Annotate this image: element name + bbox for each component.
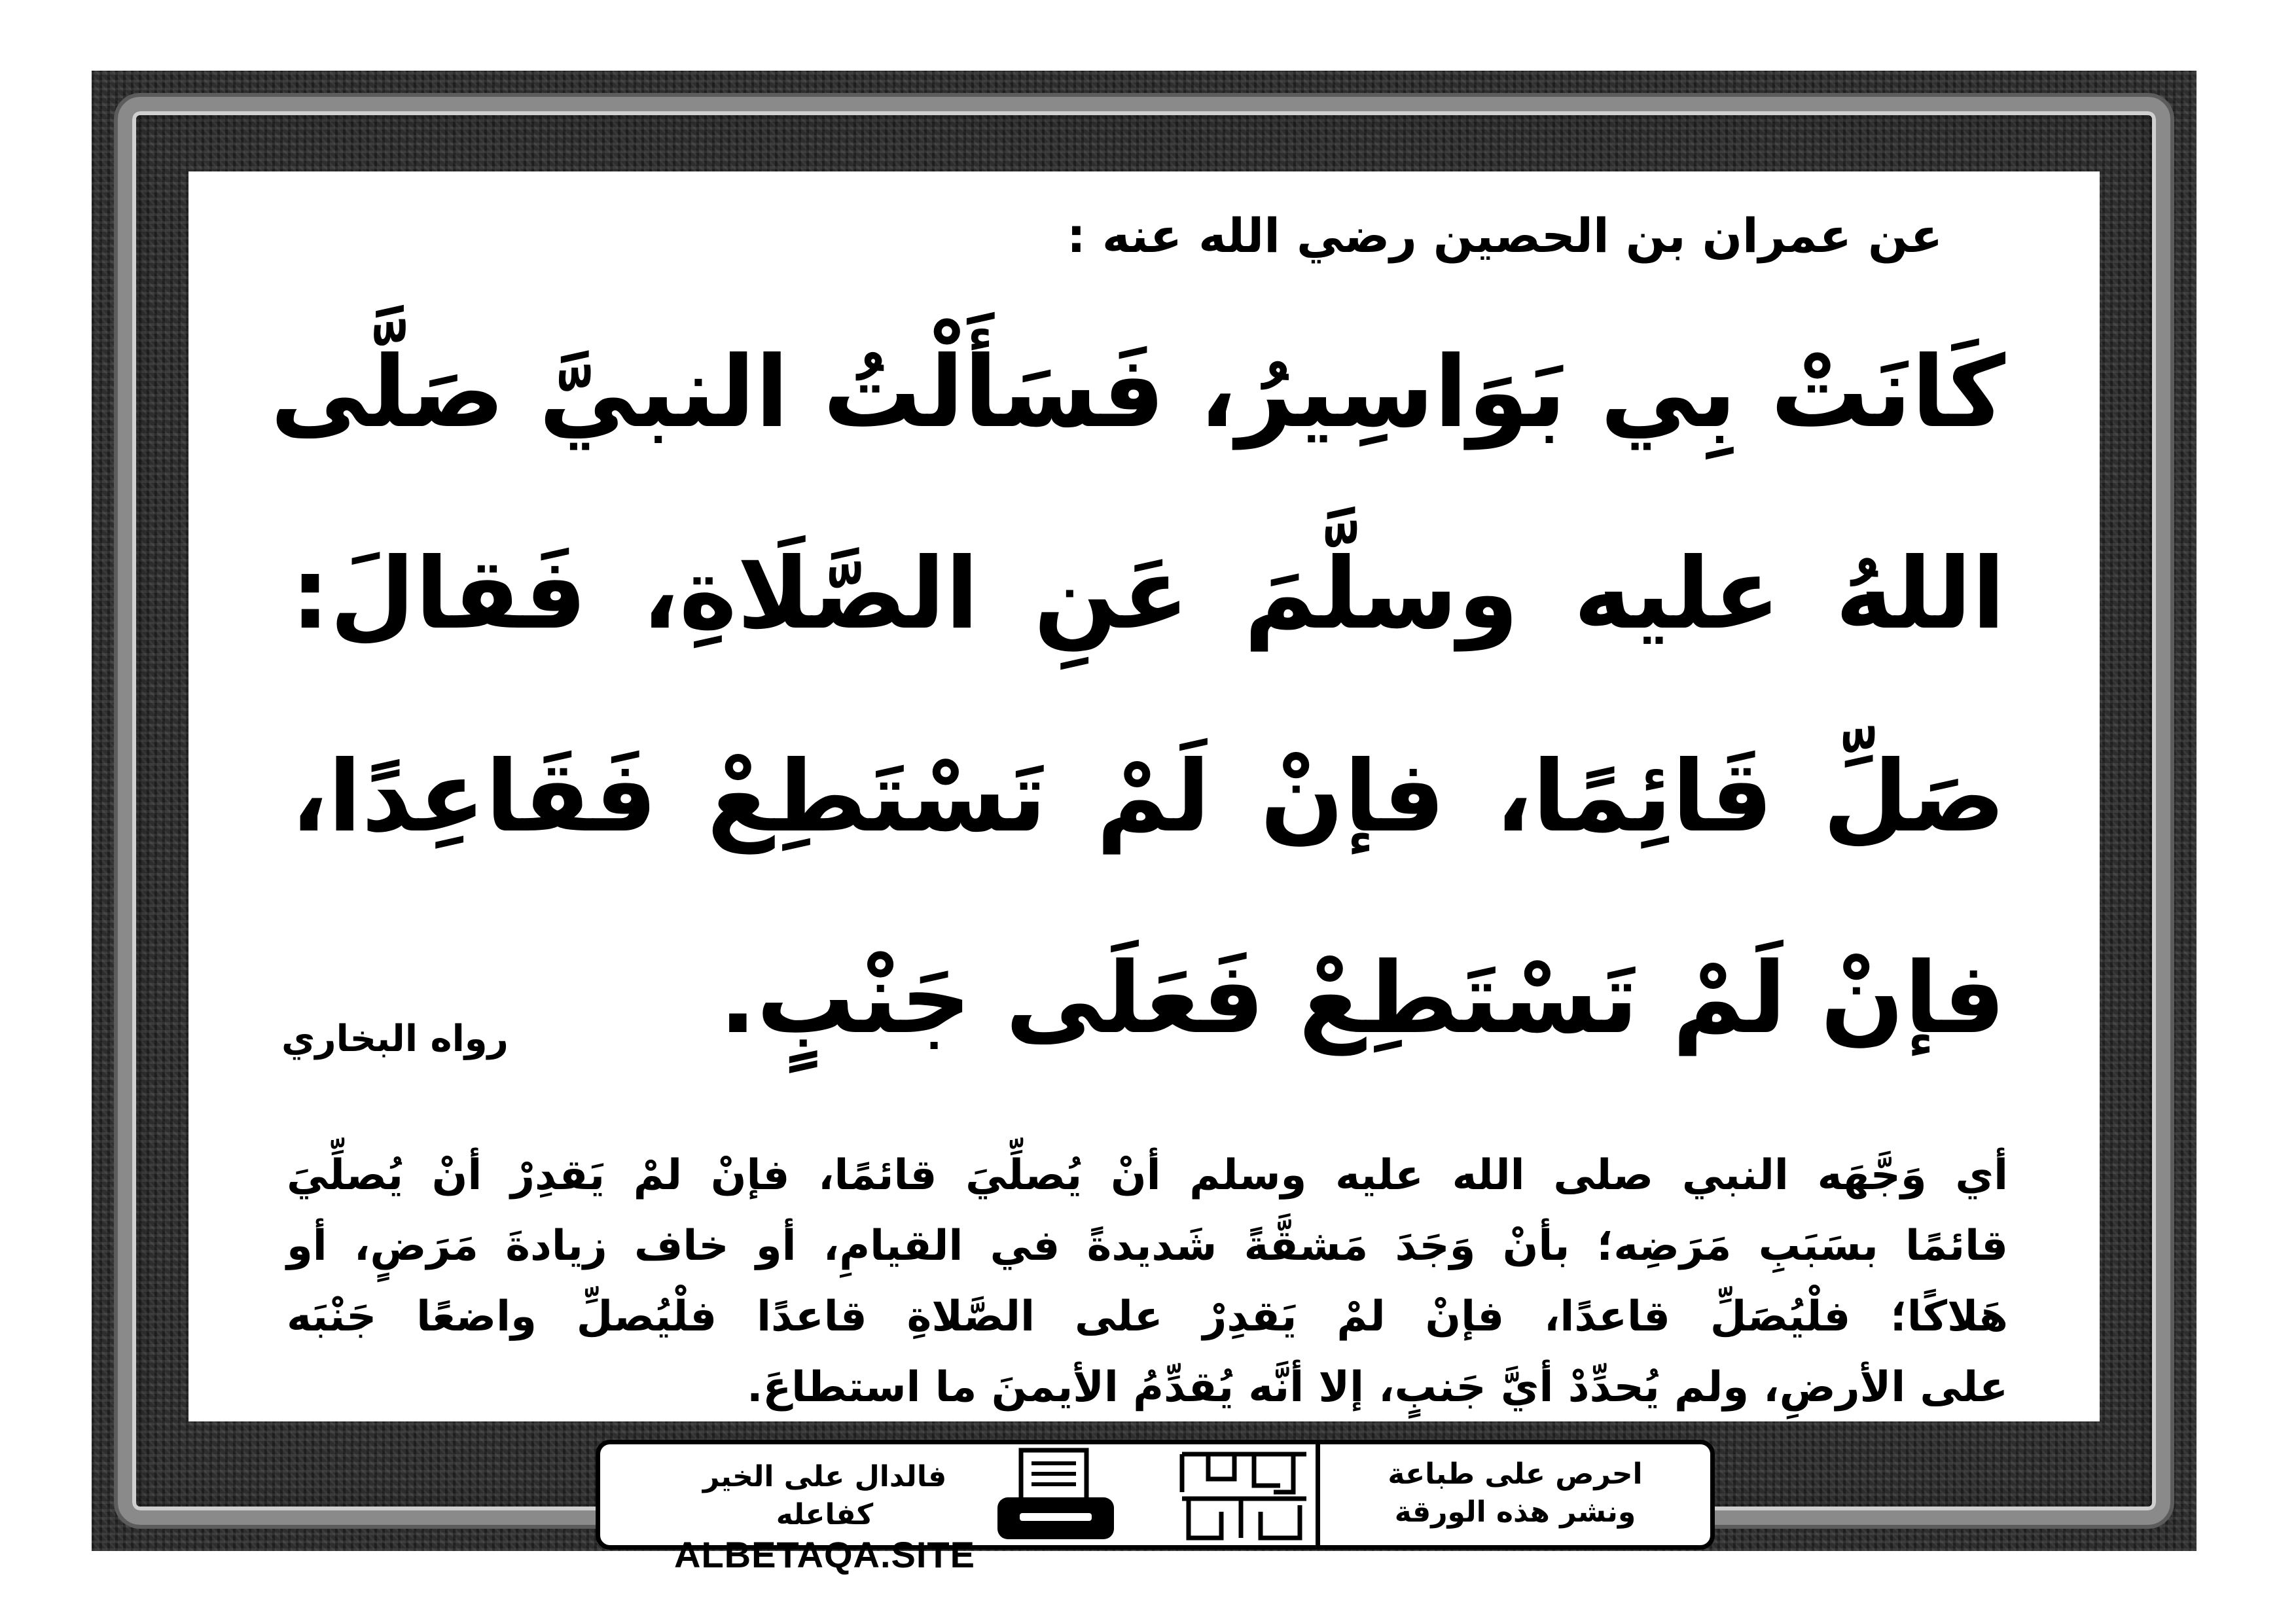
- explanation-line-2: قائمًا بسَبَبِ مَرَضِه؛ بأنْ وَجَدَ مَشقَّةً شَديدةً في القيامِ، أو خاف زيادةَ مَرَضٍ، أو: [287, 1222, 2008, 1270]
- printer-icon: [994, 1445, 1118, 1543]
- hadith-line-3: صَلِّ قَائِمًا، فإنْ لَمْ تَسْتَطِعْ فَقَاعِدًا،: [291, 740, 2005, 854]
- footer-slogan: فالدال على الخير كفاعله: [702, 1460, 947, 1531]
- hadith-line-1: كَانَتْ بِي بَوَاسِيرُ، فَسَأَلْتُ النبيَّ صَلَّى: [270, 336, 2005, 450]
- site-link[interactable]: ALBETAQA.SITE: [674, 1534, 975, 1575]
- call-to-share: ونشر هذه الورقة: [1394, 1495, 1636, 1529]
- footer-call-block: [1329, 1455, 1702, 1531]
- dawatna-logo: [1175, 1446, 1313, 1544]
- hadith-line-4: فإنْ لَمْ تَسْتَطِعْ فَعَلَى جَنْبٍ.: [719, 942, 2005, 1056]
- hadith-line-2: اللهُ عليه وسلَّمَ عَنِ الصَّلَاةِ، فَقالَ:: [291, 537, 2005, 651]
- explanation-line-4: على الأرضِ، ولم يُحدِّدْ أيَّ جَنبٍ، إلا أنَّه يُقدِّمُ الأيمنَ ما استطاعَ.: [747, 1363, 2008, 1412]
- explanation-line-1: أي وَجَّهَه النبي صلى الله عليه وسلم أنْ يُصلِّيَ قائمًا، فإنْ لمْ يَقدِرْ أنْ يُصلِّيَ: [287, 1151, 2008, 1200]
- hadith-intro: عن عمران بن الحصين رضي الله عنه :: [1066, 208, 1943, 263]
- call-to-print: احرص على طباعة: [1388, 1457, 1643, 1491]
- narrator-attribution: رواه البخاري: [281, 1018, 509, 1060]
- explanation-line-3: هَلاكًا؛ فلْيُصَلِّ قاعدًا، فإنْ لمْ يَقدِرْ على الصَّلاةِ قاعدًا فلْيُصلِّ واضعًا جَنْبَه: [287, 1293, 2008, 1341]
- footer-slogan-block: [661, 1458, 988, 1576]
- footer-divider: [1316, 1444, 1320, 1545]
